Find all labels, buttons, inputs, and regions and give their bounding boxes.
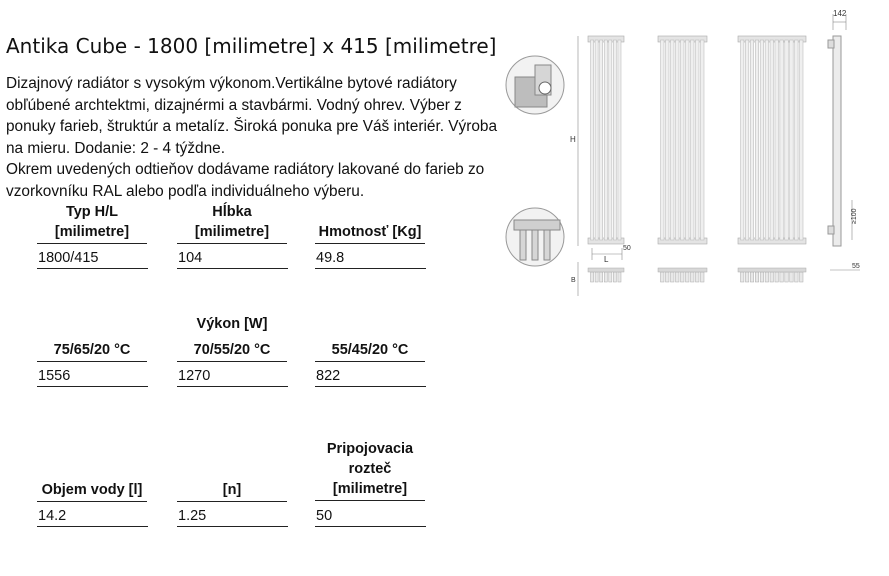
header-connection-spacing: Pripojovacia rozteč [milimetre] bbox=[315, 439, 425, 501]
power-group-label: Výkon [W] bbox=[196, 316, 268, 332]
value-power-70: 1270 bbox=[177, 366, 288, 387]
description-paragraph-1: Dizajnový radiátor s vysokým výkonom.Vertikálne bytové radiátory obľúbené archtektmi, dizajnérmi a stavbármi. Vodný ohrev. Výber z ponuky farieb, štruktúr a metalíz. Široká ponuka pre Váš interiér. Výroba na mieru. Dodanie: 2 - 4 týždne. bbox=[6, 75, 498, 157]
header-power-70: 70/55/20 °C bbox=[177, 340, 287, 362]
header-power-55: 55/45/20 °C bbox=[315, 340, 425, 362]
dimension-side-height-label: ≥100 bbox=[851, 208, 858, 224]
dimension-height-label: H bbox=[570, 135, 576, 144]
radiator-side-view bbox=[828, 14, 860, 270]
dimension-side-bottom-label: 55 bbox=[852, 263, 860, 270]
value-weight: 49.8 bbox=[315, 248, 426, 269]
radiator-front-views bbox=[588, 36, 806, 282]
header-depth: Hĺbka [milimetre] bbox=[177, 202, 287, 244]
dimension-bottom-label: 50 bbox=[623, 245, 631, 252]
value-exponent: 1.25 bbox=[177, 506, 288, 527]
value-depth: 104 bbox=[177, 248, 288, 269]
value-type: 1800/415 bbox=[37, 248, 148, 269]
value-power-55: 822 bbox=[315, 366, 426, 387]
header-weight: Hmotnosť [Kg] bbox=[315, 222, 425, 244]
product-description bbox=[6, 73, 511, 203]
product-title: Antika Cube - 1800 [milimetre] x 415 [milimetre] bbox=[6, 34, 497, 58]
header-exponent: [n] bbox=[177, 480, 287, 502]
value-connection-spacing: 50 bbox=[315, 506, 426, 527]
header-type: Typ H/L [milimetre] bbox=[37, 202, 147, 244]
value-water-volume: 14.2 bbox=[37, 506, 148, 527]
header-power-75: 75/65/20 °C bbox=[37, 340, 147, 362]
dimension-length-label: L bbox=[604, 255, 609, 264]
description-paragraph-2: Okrem uvedených odtieňov dodávame radiátory lakované do farieb zo vzorkovníku RAL alebo podľa individuálneho výberu. bbox=[6, 161, 485, 200]
radiator-front-medium bbox=[658, 36, 707, 282]
dimension-top-label: 142 bbox=[833, 9, 847, 18]
radiator-front-large bbox=[738, 36, 806, 282]
detail-circle-top bbox=[506, 56, 564, 114]
radiator-front-small bbox=[588, 36, 624, 282]
dimension-depth-label: B bbox=[571, 277, 576, 284]
detail-circle-bottom bbox=[506, 208, 564, 266]
value-power-75: 1556 bbox=[37, 366, 148, 387]
header-water-volume: Objem vody [l] bbox=[37, 480, 147, 502]
radiator-technical-drawing bbox=[500, 0, 889, 300]
